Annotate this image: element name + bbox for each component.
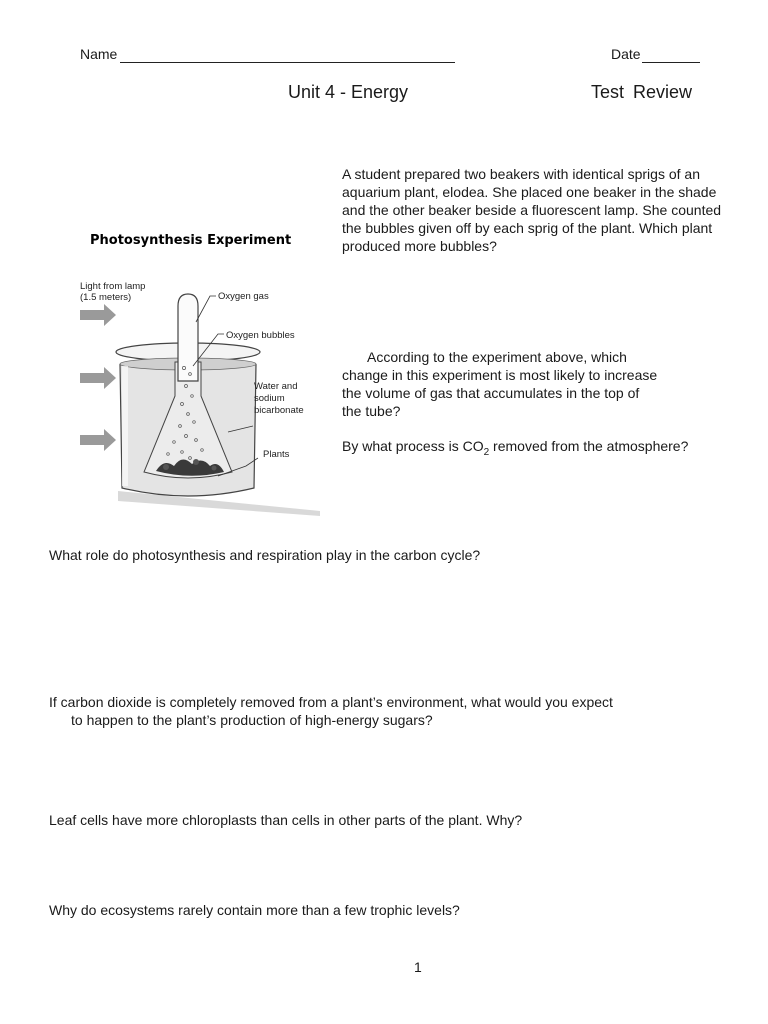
light-arrow-icon bbox=[80, 429, 116, 451]
date-blank[interactable] bbox=[642, 62, 700, 63]
figure-title: Photosynthesis Experiment bbox=[90, 233, 292, 248]
oxygen-bubbles-label: Oxygen bubbles bbox=[226, 330, 295, 341]
question-gas-volume: According to the experiment above, which change in this experiment is most likely to increase the volume of gas that accumulates in the top of the tube? bbox=[342, 349, 658, 419]
light-label-line1: Light from lamp bbox=[80, 281, 146, 292]
experiment-illustration bbox=[78, 226, 328, 516]
q3-text-after: removed from the atmosphere? bbox=[489, 438, 689, 454]
question-bubbles: A student prepared two beakers with identical sprigs of an aquarium plant, elodea. She placed one beaker in the shade and the other beaker beside a fluorescent lamp. She counted the bubbles given off by each sprig of the plant. Which plant produced more bubbles? bbox=[342, 166, 722, 254]
light-arrow-icon bbox=[80, 367, 116, 389]
plants-label: Plants bbox=[263, 449, 290, 460]
header-row bbox=[80, 46, 700, 66]
water-label-line3: bicarbonate bbox=[254, 405, 304, 416]
photosynthesis-figure bbox=[78, 226, 328, 516]
water-label-line2: sodium bbox=[254, 393, 285, 404]
oxygen-gas-label: Oxygen gas bbox=[218, 291, 269, 302]
page-number: 1 bbox=[414, 959, 422, 975]
question-co2-removal bbox=[342, 437, 688, 462]
date-label: Date bbox=[611, 46, 641, 62]
question-chloroplasts: Leaf cells have more chloroplasts than cells in other parts of the plant. Why? bbox=[49, 812, 523, 828]
q3-text-before: By what process is CO bbox=[342, 438, 484, 454]
question-carbon-cycle: What role do photosynthesis and respiration play in the carbon cycle? bbox=[49, 547, 481, 563]
question-trophic-levels: Why do ecosystems rarely contain more than a few trophic levels? bbox=[49, 902, 460, 918]
name-label: Name bbox=[80, 46, 118, 62]
name-blank[interactable] bbox=[120, 62, 455, 63]
light-arrow-icon bbox=[80, 304, 116, 326]
water-label-line1: Water and bbox=[254, 381, 298, 392]
unit-title: Unit 4 - Energy bbox=[288, 82, 409, 102]
light-label-line2: (1.5 meters) bbox=[80, 292, 132, 303]
question-co2-removed bbox=[49, 693, 613, 729]
q5-line1: If carbon dioxide is completely removed from a plant’s environment, what would you expect bbox=[49, 694, 613, 710]
test-tube bbox=[178, 294, 198, 381]
test-title: Test Review bbox=[591, 82, 693, 102]
q5-line2: to happen to the plant’s production of high-energy sugars? bbox=[71, 712, 433, 728]
q3-subscript: 2 bbox=[483, 446, 490, 458]
